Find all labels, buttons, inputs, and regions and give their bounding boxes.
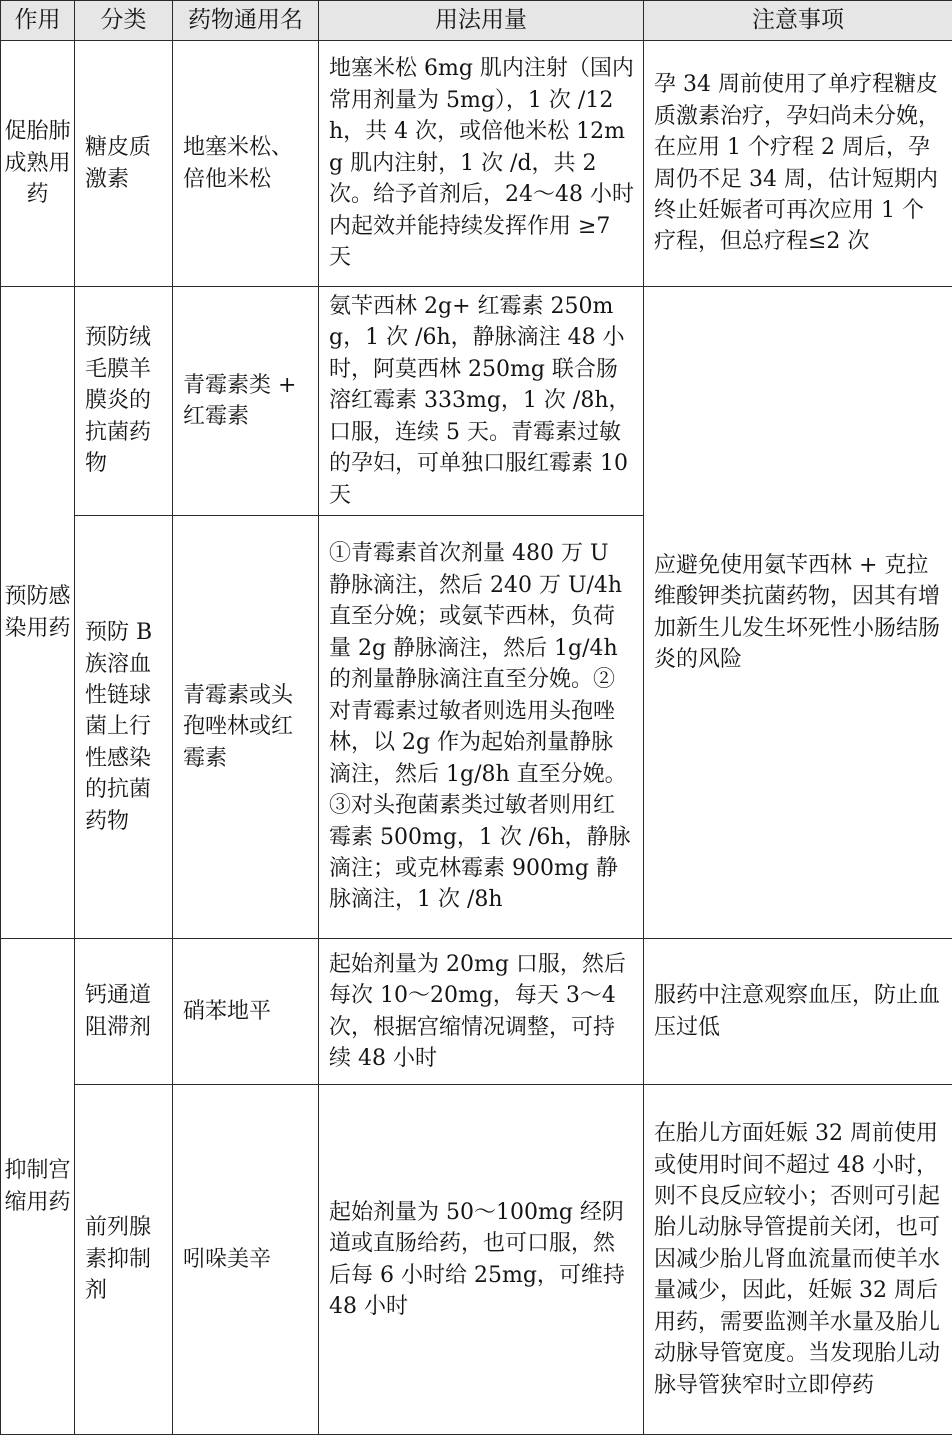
category-cell: 钙通道阻滞剂 [75,939,173,1085]
role-cell-fetal-lung: 促胎肺成熟用药 [1,41,75,287]
drug-name-cell: 硝苯地平 [173,939,319,1085]
notes-cell: 在胎儿方面妊娠 32 周前使用或使用时间不超过 48 小时，则不良反应较小；否则可引起胎儿动脉导管提前关闭，也可因减少胎儿肾血流量而使羊水量减少，因此，妊娠 32 周后用药，需要监测羊水量及胎儿动脉导管宽度。当发现胎儿动脉导管狭窄时立即停药 [644,1085,952,1435]
drug-name-cell: 青霉素类 + 红霉素 [173,287,319,516]
category-cell: 前列腺素抑制剂 [75,1085,173,1435]
usage-cell: 地塞米松 6mg 肌内注射（国内常用剂量为 5mg），1 次 /12h，共 4 次，或倍他米松 12mg 肌内注射，1 次 /d，共 2 次。给予首剂后，24～48 小时内起效并能持续发挥作用 ≥7 天 [319,41,644,287]
table-row [1,1085,952,1435]
category-cell: 预防 B 族溶血性链球菌上行性感染的抗菌药物 [75,516,173,939]
drug-name-cell: 吲哚美辛 [173,1085,319,1435]
header-row [1,1,952,41]
category-cell: 糖皮质激素 [75,41,173,287]
drug-name-cell: 地塞米松、倍他米松 [173,41,319,287]
table-row [1,287,952,516]
notes-cell-shared: 应避免使用氨苄西林 + 克拉维酸钾类抗菌药物，因其有增加新生儿发生坏死性小肠结肠炎的风险 [644,287,952,939]
header-usage-dosage: 用法用量 [319,1,644,41]
table-header [1,1,952,41]
header-category: 分类 [75,1,173,41]
notes-cell: 孕 34 周前使用了单疗程糖皮质激素治疗，孕妇尚未分娩，在应用 1 个疗程 2 周后，孕周仍不足 34 周，估计短期内终止妊娠者可再次应用 1 个疗程，但总疗程≤2 次 [644,41,952,287]
category-cell: 预防绒毛膜羊膜炎的抗菌药物 [75,287,173,516]
header-role: 作用 [1,1,75,41]
usage-cell: 起始剂量为 50～100mg 经阴道或直肠给药，也可口服，然后每 6 小时给 25mg，可维持 48 小时 [319,1085,644,1435]
header-notes: 注意事项 [644,1,952,41]
table-row [1,939,952,1085]
notes-cell: 服药中注意观察血压，防止血压过低 [644,939,952,1085]
role-cell-tocolysis: 抑制宫缩用药 [1,939,75,1435]
usage-cell: 氨苄西林 2g+ 红霉素 250mg，1 次 /6h，静脉滴注 48 小时，阿莫西林 250mg 联合肠溶红霉素 333mg，1 次 /8h，口服，连续 5 天。青霉素过敏的孕妇，可单独口服红霉素 10 天 [319,287,644,516]
table-body [1,41,952,1435]
table-row [1,41,952,287]
usage-cell: ①青霉素首次剂量 480 万 U 静脉滴注，然后 240 万 U/4h 直至分娩；或氨苄西林，负荷量 2g 静脉滴注，然后 1g/4h 的剂量静脉滴注直至分娩。②对青霉素过敏者则选用头孢唑林，以 2g 作为起始剂量静脉滴注，然后 1g/8h 直至分娩。③对头孢菌素类过敏者则用红霉素 500mg，1 次 /6h，静脉滴注；或克林霉素 900mg 静脉滴注，1 次 /8h [319,516,644,939]
drug-name-cell: 青霉素或头孢唑林或红霉素 [173,516,319,939]
usage-cell: 起始剂量为 20mg 口服，然后每次 10～20mg，每天 3～4 次，根据宫缩情况调整，可持续 48 小时 [319,939,644,1085]
header-drug-name: 药物通用名 [173,1,319,41]
role-cell-infection: 预防感染用药 [1,287,75,939]
